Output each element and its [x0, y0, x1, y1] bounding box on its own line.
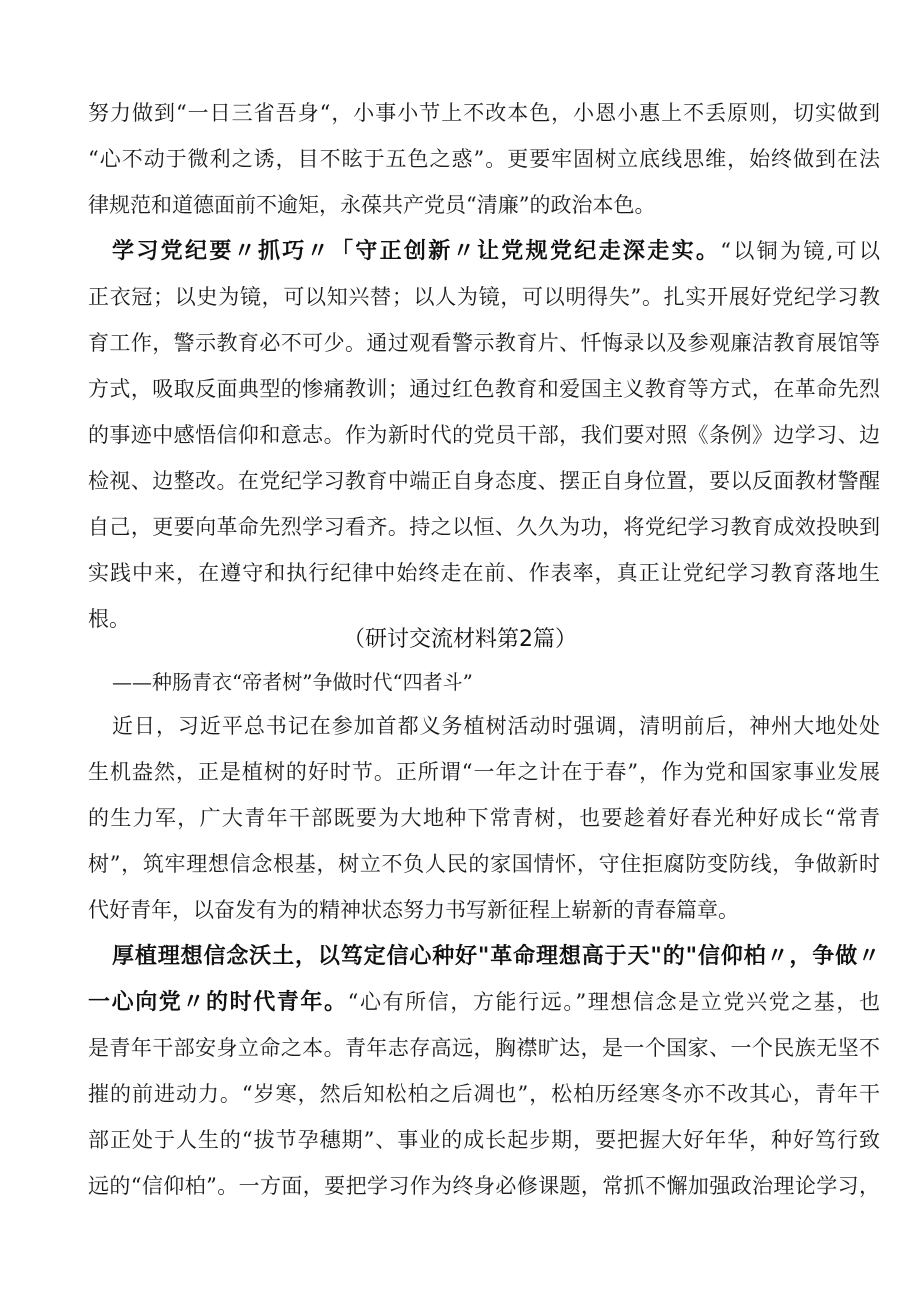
section-heading: 一心向党〃的时代青年。 [88, 990, 348, 1015]
paragraph-line: 的事迹中感悟信仰和意志。作为新时代的党员干部，我们要对照《条例》边学习、边 [88, 423, 880, 447]
paragraph-text: “以铜为镜,可以 [720, 239, 880, 263]
paragraph-line: 远的“信仰柏”。一方面，要把学习作为终身必修课题，常抓不懈加强政治理论学习， [88, 1174, 880, 1198]
paragraph-line: 自己，更要向革命先烈学习看齐。持之以恒、久久为功，将党纪学习教育成效投映到 [88, 515, 880, 539]
paragraph-line: 实践中来，在遵守和执行纪律中始终走在前、作表率，真正让党纪学习教育落地生 [88, 561, 880, 585]
paragraph-line: 正衣冠；以史为镜，可以知兴替；以人为镜，可以明得失”。扎实开展好党纪学习教 [88, 285, 880, 309]
paragraph-line: 育工作，警示教育必不可少。通过观看警示教育片、忏悔录以及参观廉洁教育展馆等 [88, 331, 880, 355]
section-heading-line [112, 936, 880, 976]
paragraph-line: 近日，习近平总书记在参加首都义务植树活动时强调，清明前后，神州大地处处 [112, 714, 880, 738]
paragraph-line: 是青年干部安身立命之本。青年志存高远，胸襟旷达，是一个国家、一个民族无坚不 [88, 1036, 880, 1060]
paragraph-line: 代好青年，以奋发有为的精神状态努力书写新征程上崭新的青春篇章。 [88, 898, 739, 922]
section-heading-line [88, 982, 880, 1022]
paragraph-line: 生机盎然，正是植树的好时节。正所谓“一年之计在于春”，作为党和国家事业发展 [88, 760, 880, 784]
section-heading: 厚植理想信念沃土，以笃定信心种好"革命理想高于天"的"信仰柏〃，争做〃 [112, 944, 880, 969]
paragraph-line: “心不动于微利之诱，目不眩于五色之惑”。更要牢固树立底线思维，始终做到在法 [88, 147, 880, 171]
section-heading-line [112, 231, 880, 271]
article-title: （研讨交流材料第2篇） [343, 627, 577, 652]
paragraph-line: 根。 [88, 607, 130, 631]
paragraph-line: 部正处于人生的“拔节孕穗期”、事业的成长起步期，要把握大好年华，种好笃行致 [88, 1128, 880, 1152]
paragraph-line: 摧的前进动力。“岁寒，然后知松柏之后凋也”，松柏历经寒冬亦不改其心，青年干 [88, 1082, 880, 1106]
paragraph-line: 树”，筑牢理想信念根基，树立不负人民的家国情怀，守住拒腐防变防线，争做新时 [88, 852, 880, 876]
paragraph-line: 方式，吸取反面典型的惨痛教训；通过红色教育和爱国主义教育等方式，在革命先烈 [88, 377, 880, 401]
paragraph-line: 努力做到“一日三省吾身“，小事小节上不改本色，小恩小惠上不丢原则，切实做到 [88, 101, 880, 125]
article-subtitle: ——种肠青衣“帝者树”争做时代“四者斗” [112, 670, 473, 694]
paragraph-line: 检视、边整改。在党纪学习教育中端正自身态度、摆正自身位置，要以反面教材警醒 [88, 469, 880, 493]
section-heading: 学习党纪要〃抓巧〃「守正创新〃让党规党纪走深走实。 [112, 239, 721, 264]
paragraph-line: 的生力军，广大青年干部既要为大地种下常青树，也要趁着好春光种好成长“常青 [88, 806, 880, 830]
paragraph-text: “心有所信，方能行远。”理想信念是立党兴党之基，也 [347, 990, 880, 1014]
paragraph-line: 律规范和道德面前不逾矩，永葆共产党员“清廉”的政治本色。 [88, 193, 656, 217]
